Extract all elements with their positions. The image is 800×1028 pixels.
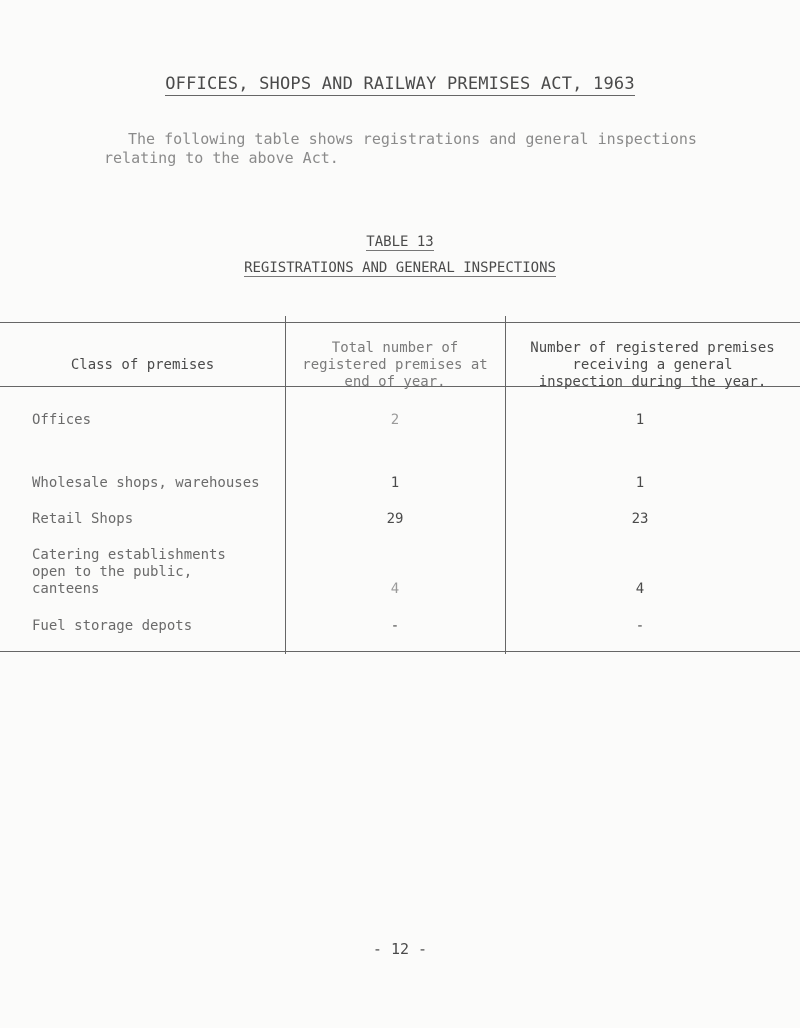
row-offices-total: 2 xyxy=(390,412,400,428)
row-catering-class xyxy=(32,547,282,598)
table-label xyxy=(0,234,800,250)
header-inspected-line-2: receiving a general xyxy=(572,357,733,373)
row-catering-total: 4 xyxy=(390,581,400,597)
row-catering-class-line-3: canteens xyxy=(32,581,100,597)
row-wholesale-class: Wholesale shops, warehouses xyxy=(32,475,260,491)
row-retail-inspected: 23 xyxy=(631,511,649,527)
row-wholesale-inspected: 1 xyxy=(635,475,645,491)
intro-line-1: The following table shows registrations and general inspections xyxy=(128,130,697,148)
header-inspected-line-1: Number of registered premises xyxy=(530,340,775,356)
header-total-line-2: registered premises at xyxy=(302,357,488,373)
table-top-rule xyxy=(0,322,800,323)
header-total-line-3: end of year. xyxy=(344,374,446,390)
document-title-text: OFFICES, SHOPS AND RAILWAY PREMISES ACT, 1963 xyxy=(165,74,635,94)
table-subtitle-text: REGISTRATIONS AND GENERAL INSPECTIONS xyxy=(244,260,556,276)
row-fuel-class: Fuel storage depots xyxy=(32,618,193,634)
page-number: - 12 - xyxy=(372,940,428,958)
row-offices-class: Offices xyxy=(32,412,92,428)
row-fuel-total: - xyxy=(390,618,400,634)
row-offices-inspected: 1 xyxy=(635,412,645,428)
row-retail-class: Retail Shops xyxy=(32,511,134,527)
header-total-registered xyxy=(285,340,505,391)
intro-paragraph xyxy=(104,130,744,168)
row-catering-class-line-1: Catering establishments xyxy=(32,547,226,563)
table-bottom-rule xyxy=(0,651,800,652)
table-label-text: TABLE 13 xyxy=(366,234,434,250)
row-fuel-inspected: - xyxy=(635,618,645,634)
table-subtitle xyxy=(0,260,800,276)
header-total-line-1: Total number of xyxy=(331,340,459,356)
row-retail-total: 29 xyxy=(386,511,404,527)
header-class-of-premises: Class of premises xyxy=(70,357,215,373)
document-title xyxy=(0,74,800,94)
header-inspected xyxy=(505,340,800,391)
intro-line-2: relating to the above Act. xyxy=(104,149,339,167)
row-wholesale-total: 1 xyxy=(390,475,400,491)
header-inspected-line-3: inspection during the year. xyxy=(538,374,767,390)
row-catering-class-line-2: open to the public, xyxy=(32,564,193,580)
row-catering-inspected: 4 xyxy=(635,581,645,597)
